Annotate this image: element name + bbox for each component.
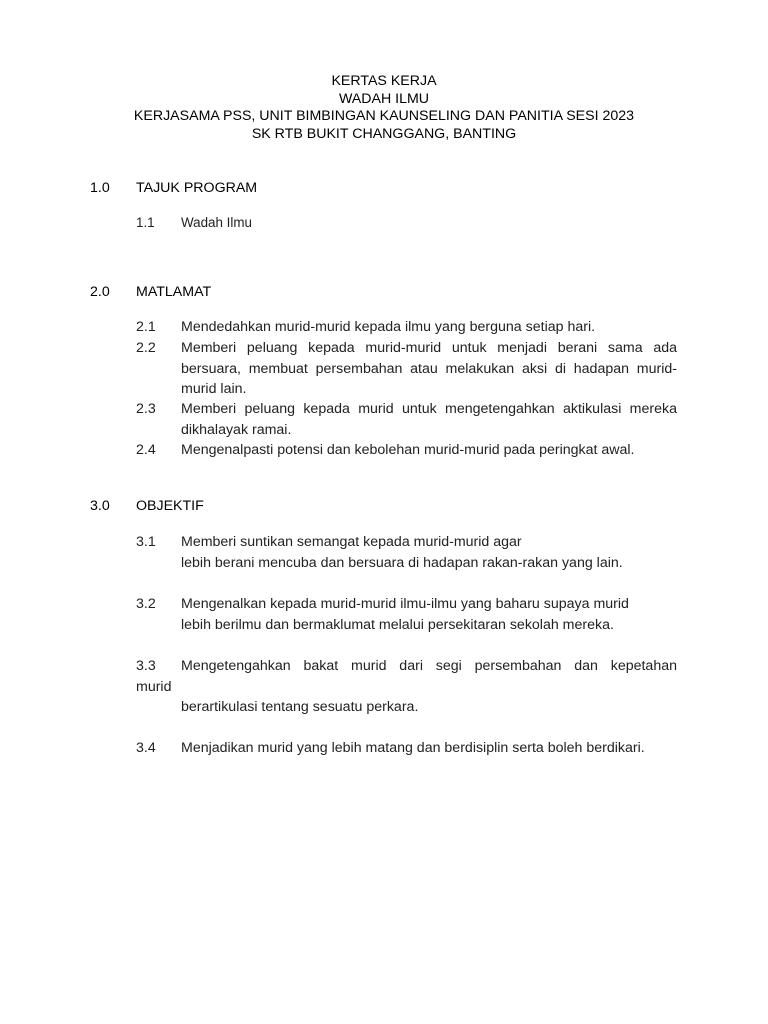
- list-item-2-3: [136, 399, 677, 440]
- item-text: Mengenalpasti potensi dan kebolehan murid-murid pada peringkat awal.: [181, 442, 635, 458]
- list-item-3-2: [136, 594, 677, 635]
- item-number: 2.3: [136, 401, 156, 417]
- list-item-3-3: [136, 656, 677, 677]
- item-text-line: lebih berani mencuba dan bersuara di hadapan rakan-rakan yang lain.: [181, 554, 623, 571]
- item-text-line: bersuara, membuat persembahan atau melakukan aksi di hadapan murid-: [181, 360, 677, 377]
- section-number: 1.0: [90, 180, 110, 196]
- title-line-program-name: WADAH ILMU: [338, 90, 430, 107]
- item-number: 3.3: [136, 658, 156, 674]
- title-line-collaboration: KERJASAMA PSS, UNIT BIMBINGAN KAUNSELING DAN PANITIA SESI 2023: [133, 108, 635, 125]
- list-item-2-2: [136, 338, 677, 400]
- section-title: TAJUK PROGRAM: [136, 180, 258, 196]
- item-number: 3.4: [136, 740, 156, 756]
- item-text-line: Memberi peluang kepada murid-murid untuk menjadi berani sama ada: [181, 340, 677, 356]
- item-number: 2.1: [136, 319, 156, 335]
- item-text-line: Memberi suntikan semangat kepada murid-murid agar: [181, 534, 522, 550]
- item-text-line: lebih berilmu dan bermaklumat melalui persekitaran sekolah mereka.: [181, 616, 614, 633]
- item-text-line: Mengenalkan kepada murid-murid ilmu-ilmu yang baharu supaya murid: [181, 596, 629, 612]
- title-line-school: SK RTB BUKIT CHANGGANG, BANTING: [251, 125, 517, 142]
- item-text: Wadah Ilmu: [181, 215, 252, 230]
- section-title: OBJEKTIF: [136, 498, 204, 514]
- item-text-line: Memberi peluang kepada murid untuk mengetengahkan aktikulasi mereka: [181, 401, 677, 417]
- item-text: Mendedahkan murid-murid kepada ilmu yang berguna setiap hari.: [181, 319, 596, 335]
- list-item-3-1: [136, 532, 677, 573]
- item-number: 2.2: [136, 340, 156, 356]
- list-item-3-3-continuation: berartikulasi tentang sesuatu perkara.: [181, 699, 419, 715]
- section-title: MATLAMAT: [136, 284, 212, 300]
- item-text-line: murid lain.: [181, 381, 247, 397]
- list-item-2-1: [136, 317, 677, 338]
- item-number: 3.1: [136, 534, 156, 550]
- list-item-1-1: [136, 213, 677, 234]
- item-number: 1.1: [136, 215, 155, 230]
- title-line-kertas-kerja: KERTAS KERJA: [331, 73, 437, 89]
- list-item-3-3-wrap: murid: [136, 679, 172, 695]
- document-title-block: [0, 73, 768, 143]
- item-text: Menjadikan murid yang lebih matang dan berdisiplin serta boleh berdikari.: [181, 740, 645, 756]
- item-number: 3.2: [136, 596, 156, 612]
- item-text-line: Mengetengahkan bakat murid dari segi persembahan dan kepetahan: [181, 658, 677, 674]
- list-item-2-4: [136, 440, 677, 461]
- list-item-3-4: [136, 738, 677, 759]
- item-number: 2.4: [136, 442, 156, 458]
- section-number: 2.0: [90, 284, 110, 300]
- section-number: 3.0: [90, 498, 110, 514]
- item-text-line: dikhalayak ramai.: [181, 421, 292, 438]
